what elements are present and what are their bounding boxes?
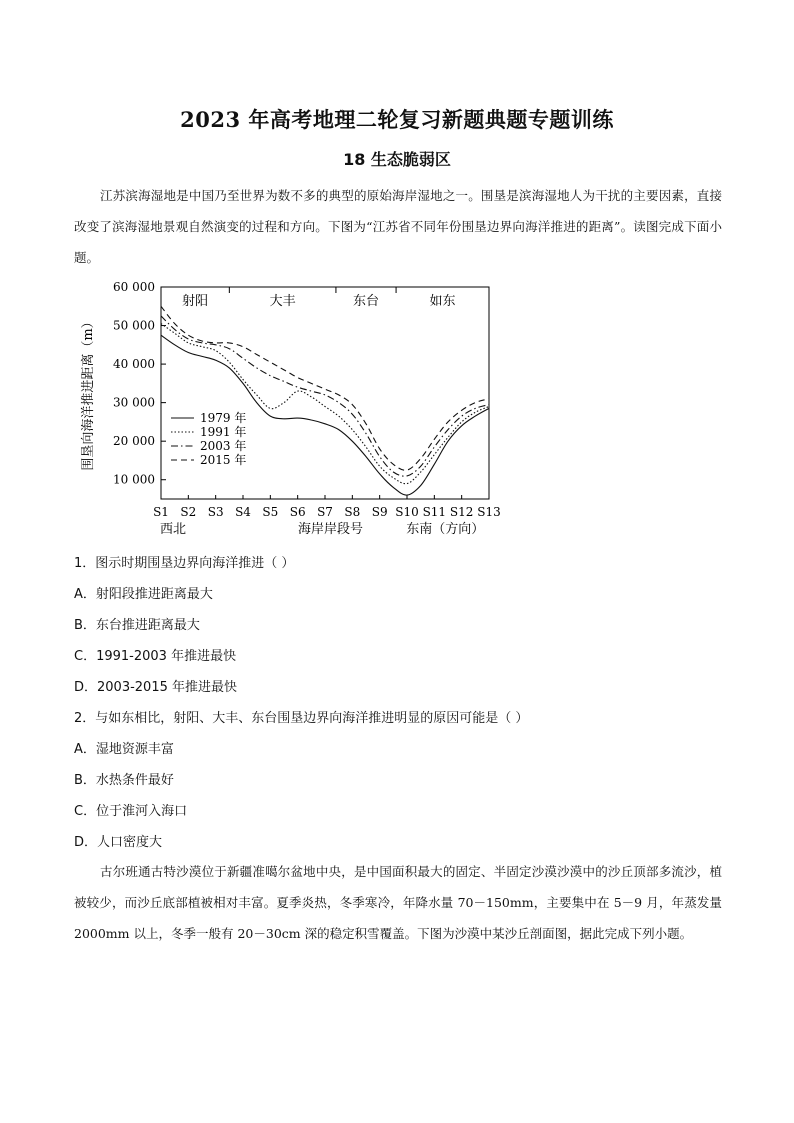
x-tick-label: S9 — [371, 505, 388, 519]
region-label: 如东 — [429, 294, 456, 309]
x-tick-label: S12 — [449, 505, 474, 519]
y-tick-label: 10 000 — [113, 472, 155, 487]
y-tick-label: 60 000 — [113, 280, 155, 294]
legend-label: 2015 年 — [200, 453, 247, 467]
question-2-option-b: B．水热条件最好 — [74, 773, 174, 788]
x-tick-label: S3 — [207, 505, 224, 519]
x-tick-label: S5 — [262, 505, 279, 519]
x-tick-label: S6 — [289, 505, 306, 519]
y-axis-label: 围垦向海洋推进距离（m） — [81, 315, 96, 471]
x-right-direction-label: 东南（方向） — [406, 522, 485, 537]
legend-label: 1991 年 — [200, 425, 247, 439]
y-tick-label: 30 000 — [113, 395, 155, 410]
page-title: 2023 年高考地理二轮复习新题典题专题训练 — [180, 107, 614, 132]
legend-label: 1979 年 — [200, 411, 247, 425]
x-tick-label: S4 — [235, 505, 251, 519]
plot-frame — [161, 287, 489, 499]
x-tick-label: S11 — [422, 505, 447, 519]
question-1-option-a: A．射阳段推进距离最大 — [74, 587, 213, 602]
y-tick-label: 50 000 — [113, 318, 155, 333]
question-2-option-a: A．湿地资源丰富 — [74, 742, 174, 757]
y-tick-label: 40 000 — [113, 357, 155, 372]
question-1-option-c: C．1991-2003 年推进最快 — [74, 649, 237, 664]
page-subtitle: 18 生态脆弱区 — [343, 150, 451, 169]
x-left-direction-label: 西北 — [159, 522, 187, 537]
advance-distance-chart — [74, 275, 514, 545]
x-tick-label: S1 — [153, 505, 169, 519]
question-1-stem: 1．图示时期围垦边界向海洋推进（ ） — [74, 556, 295, 571]
x-axis-label: 海岸岸段号 — [297, 522, 363, 537]
passage-1: 江苏滨海湿地是中国乃至世界为数不多的典型的原始海岸湿地之一。围垦是滨海湿地人为干扰的主要因素，直接改变了滨海湿地景观自然演变的过程和方向。下图为“江苏省不同年份围垦边界向海洋推进的距离”。读图完成下面小题。 — [74, 188, 722, 265]
region-label: 大丰 — [269, 294, 296, 309]
x-tick-label: S13 — [477, 505, 501, 519]
question-2-option-d: D．人口密度大 — [74, 835, 163, 850]
x-tick-label: S7 — [317, 505, 333, 519]
passage-2: 古尔班通古特沙漠位于新疆准噶尔盆地中央，是中国面积最大的固定、半固定沙漠沙漠中的沙丘顶部多流沙，植被较少，而沙丘底部植被相对丰富。夏季炎热，冬季寒冷，年降水量 70－150mm，主要集中在 5－9 月，年蒸发量 2000mm 以上，冬季一般有 20－30cm 深的稳定积雪覆盖。下图为沙漠中某沙丘剖面图，据此完成下列小题。 — [74, 864, 722, 941]
question-2-option-c: C．位于淮河入海口 — [74, 804, 188, 819]
x-tick-label: S2 — [180, 505, 197, 519]
legend-label: 2003 年 — [200, 439, 247, 453]
question-1-option-b: B．东台推进距离最大 — [74, 618, 200, 633]
region-label: 射阳 — [182, 294, 209, 309]
x-tick-label: S8 — [344, 505, 361, 519]
region-label: 东台 — [352, 294, 380, 309]
question-2-stem: 2．与如东相比，射阳、大丰、东台围垦边界向海洋推进明显的原因可能是（ ） — [74, 711, 529, 726]
x-tick-label: S10 — [395, 505, 419, 519]
y-tick-label: 20 000 — [113, 434, 155, 449]
question-1-option-d: D．2003-2015 年推进最快 — [74, 680, 238, 695]
